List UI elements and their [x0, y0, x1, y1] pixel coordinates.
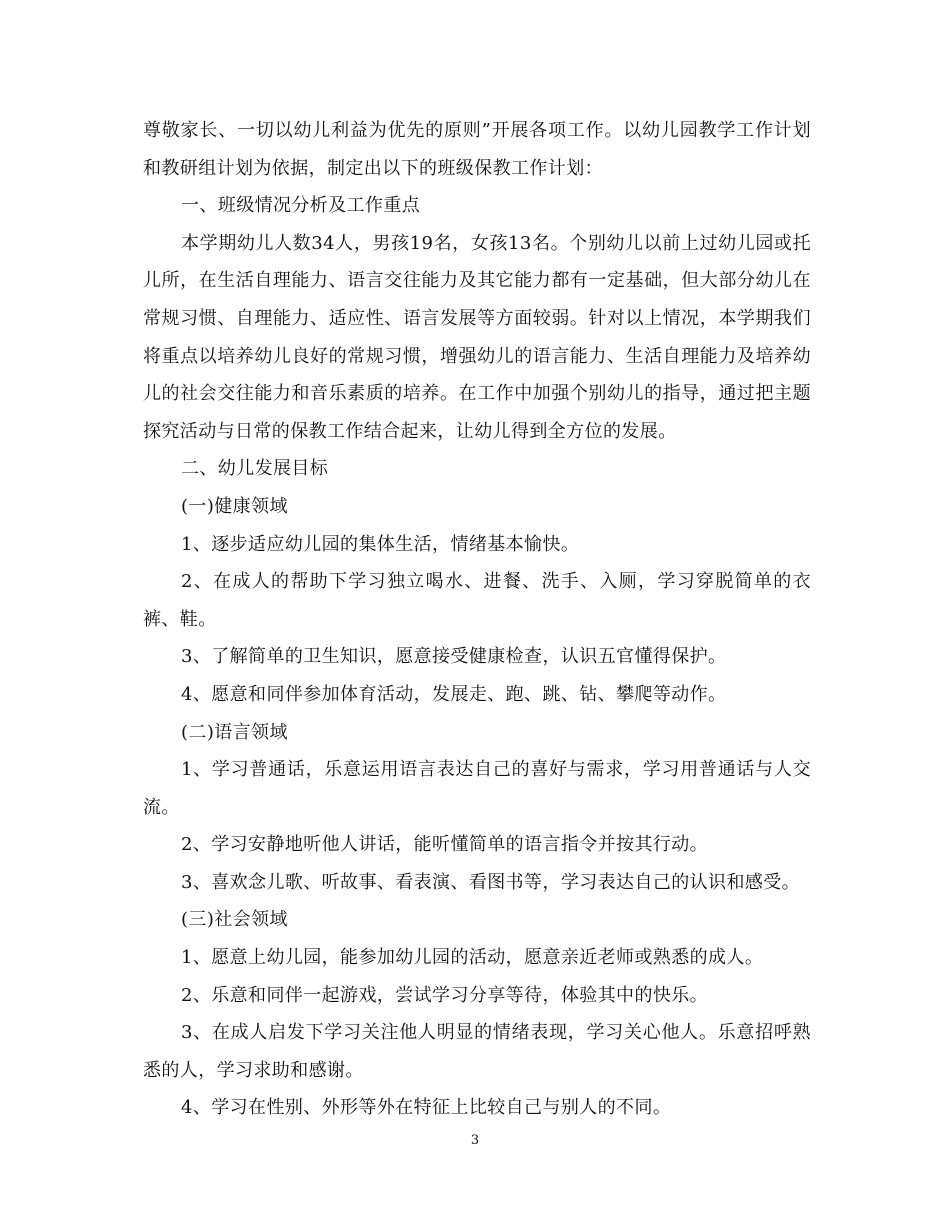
list-item-health-4: 4、愿意和同伴参加体育活动，发展走、跑、跳、钻、攀爬等动作。	[181, 683, 727, 705]
subheading-health: (一)健康领域	[181, 495, 288, 517]
document-body	[143, 112, 811, 1127]
list-item-social-4: 4、学习在性别、外形等外在特征上比较自己与别人的不同。	[181, 1097, 672, 1119]
list-item-language-3: 3、喜欢念儿歌、听故事、看表演、看图书等，学习表达自己的认识和感受。	[181, 871, 801, 893]
list-item-health-3: 3、了解简单的卫生知识，愿意接受健康检查，认识五官懂得保护。	[181, 646, 727, 668]
list-item-health-2: 2、在成人的帮助下学习独立喝水、进餐、洗手、入厕，学习穿脱简单的衣裤、鞋。	[143, 571, 811, 630]
list-item-social-1: 1、愿意上幼儿园，能参加幼儿园的活动，愿意亲近老师或熟悉的成人。	[181, 947, 764, 969]
list-item-social-3: 3、在成人启发下学习关注他人明显的情绪表现，学习关心他人。乐意招呼熟悉的人，学习求助和感谢。	[143, 1022, 811, 1081]
list-item-language-1: 1、学习普通话，乐意运用语言表达自己的喜好与需求，学习用普通话与人交流。	[143, 759, 811, 818]
paragraph-intro-continuation: 尊敬家长、一切以幼儿利益为优先的原则”开展各项工作。以幼儿园教学工作计划和教研组计划为依据，制定出以下的班级保教工作计划：	[143, 120, 811, 179]
list-item-language-2: 2、学习安静地听他人讲话，能听懂简单的语言指令并按其行动。	[181, 834, 709, 856]
section-heading-class-analysis: 一、班级情况分析及工作重点	[181, 195, 421, 217]
paragraph-class-analysis: 本学期幼儿人数34人，男孩19名，女孩13名。个别幼儿以前上过幼儿园或托儿所，在生活自理能力、语言交往能力及其它能力都有一定基础，但大部分幼儿在常规习惯、自理能力、适应性、语言发展等方面较弱。针对以上情况，本学期我们将重点以培养幼儿良好的常规习惯，增强幼儿的语言能力、生活自理能力及培养幼儿的社会交往能力和音乐素质的培养。在工作中加强个别幼儿的指导，通过把主题探究活动与日常的保教工作结合起来，让幼儿得到全方位的发展。	[143, 232, 811, 442]
page-number: 3	[470, 1133, 480, 1148]
list-item-health-1: 1、逐步适应幼儿园的集体生活，情绪基本愉快。	[181, 533, 580, 555]
subheading-social: (三)社会领域	[181, 909, 288, 931]
subheading-language: (二)语言领域	[181, 721, 288, 743]
section-heading-development-goals: 二、幼儿发展目标	[181, 458, 329, 480]
list-item-social-2: 2、乐意和同伴一起游戏，尝试学习分享等待，体验其中的快乐。	[181, 984, 709, 1006]
